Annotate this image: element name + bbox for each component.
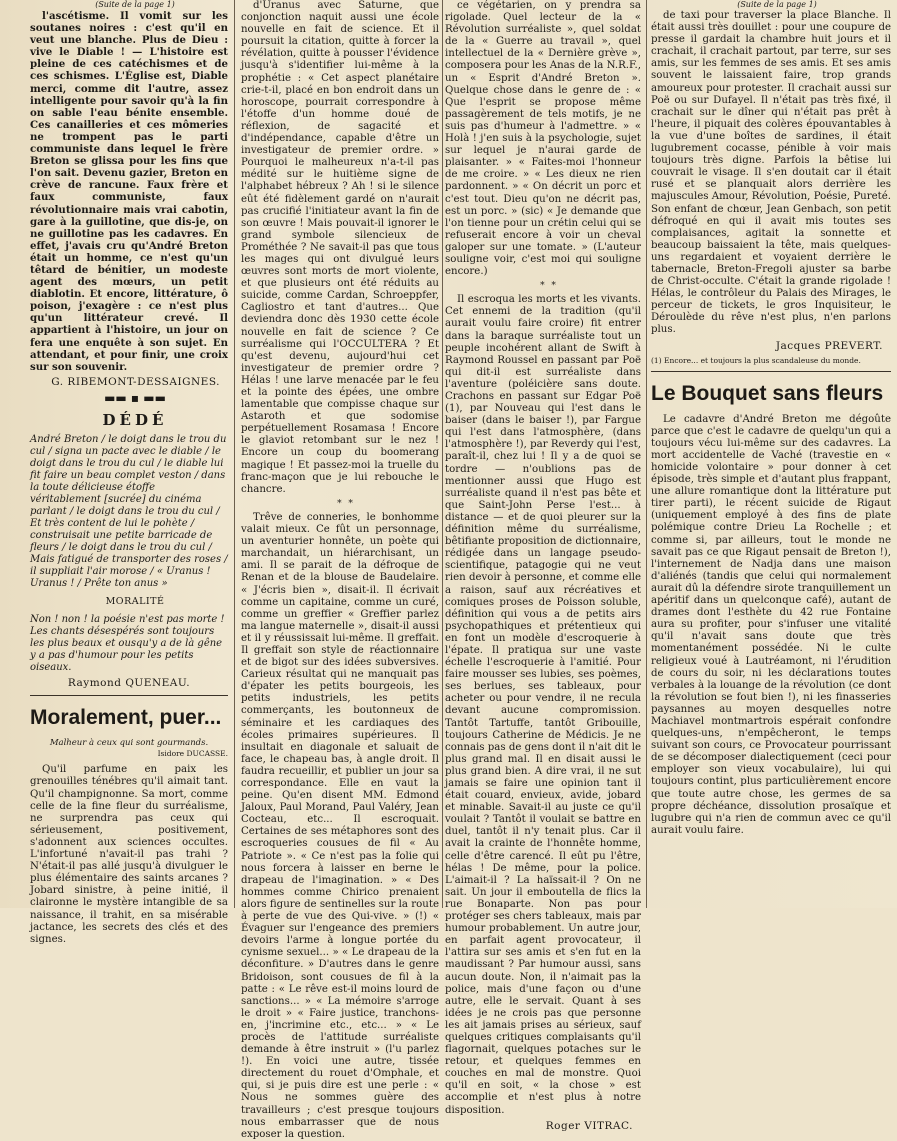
epigraph: Malheur à ceux qui sont gourmands.: [49, 738, 209, 749]
column-rule: [646, 0, 647, 908]
asterism: * *: [540, 281, 558, 292]
poem-text: André Breton / le doigt dans le trou du cul / signa un pacte avec le diable / le doigt dans le trou du cul / le diable lui fit faire un beau complet veston / dans la toute délicieuse étoffe véritablement [sucrée] du cinéma parlant / le doigt dans le trou du cul / Et très content de lui le pohète / construisait une petite barricade de fleurs / le doigt dans le trou du cul / Mais fatigué de transporter des roses / il suppliait l'air morose / « Uranus ! Uranus ! / Prête ton anus »: [30, 434, 228, 590]
continued-note: (Suite de la page 1): [95, 0, 175, 9]
epigraph-source: Isidore DUCASSE.: [157, 749, 228, 759]
column-4: [651, 0, 891, 908]
poem-title: DÉDÉ: [102, 411, 168, 429]
morality-text: Non ! non ! la poésie n'est pas morte ! Les chants désespérés sont toujours les plus beaux et ousqu'y a de là gêne y a pas d'humour pour les petits oiseaux.: [30, 614, 225, 674]
article-text: de taxi pour traverser la place Blanche. Il était aussi très douillet : pour une coupure de presse il gardait la chambre huit jours et il crachait, il crachait partout, par terre, sur ses amis, sur les femmes de ses amis. Et ses amis souvent le laissaient faire, trop grands amoureux pour protester. Il crachait aussi sur Poë ou sur Dufayel. Il n'était pas très fixé, il crachait sur le dîner qui n'était pas prêt à l'heure, il piquait des colères épouvantables à la vue d'une boîtes de sardines, il était lugubrement cocasse, pénible à voir mais toujours très digne. Parfois la bêtise lui couvrait le visage. Il s'en doutait car il était rusé et se planquait alors derrière les majuscules Amour, Révolution, Poésie, Pureté. Son enfant de chœur, Jean Genbach, son petit défroqué en qui il avait mis toutes ses complaisances, agitait la sonnette et beaucoup baissaient la tête, mais quelques-uns regardaient et voyaient derrière le tabernacle, Breton-Fregoli ajuster sa barbe de Christ-occulte. C'était la grande rigolade ! Hélas, le contrôleur du Palais des Mirages, le perceur de tickets, le gros Inquisiteur, le Déroulède du rêve n'est plus, n'en parlons plus.: [651, 10, 891, 336]
signature: G. RIBEMONT-DESSAIGNES.: [51, 375, 220, 388]
headline-bouquet: Le Bouquet sans fleurs: [651, 381, 884, 405]
poem-signature: Raymond QUENEAU.: [67, 677, 191, 690]
article-text: Il escroqua les morts et les vivants. Cet ennemi de la tradition (qu'il aurait voulu faire croire) fit entrer dans la baraque surréaliste tout un peuple incohérent allant de Swift à Raymond Roussel en passant par Poë qui dit-il est surréaliste dans l'aventure (poléicière sans doute. Crachons en passant sur Edgar Poë (1), par Nouveau qui l'est dans le baiser (dans le baiser !), par Fargue qui l'est dans l'atmosphère, (dans l'atmosphère !), par Reverdy qui l'est, paraît-il, chez lui ! Il y a de quoi se tordre — n'oublions pas de mentionner aussi que Hugo est surréaliste quand il n'est pas bête et que Saint-John Perse l'est... à distance — et de quoi pleurer sur la définition même du surréalisme, bêtifiante proposition de dictionnaire, rédigée dans un langage pseudo-scientifique, patagogie qui ne veut rien devoir à personne, et comme elle a raison, sauf aux récréatives et comiques proses de Poisson soluble, définition qui vous a de petits airs psychopathiques et prétentieux qui en font un modèle d'escroquerie à l'épate. Il pratiqua sur une vaste échelle l'escroquerie à l'amitié. Pour faire mousser ses lubies, ses poèmes, ses berlues, ses tableaux, pour acheter ou pour vendre, il ne recula devant aucune compromission. Tantôt Tartuffe, tantôt Gribouille, toujours Catherine de Médicis. Je ne connais pas de gens dont il n'ait dit le plus grand mal. Il en disait aussi le plus grand bien. A dire vrai, il ne sut jamais se faire une opinion tant il était couard, envieux, avide, jobard et minable. Savait-il au juste ce qu'il voulait ? Tantôt il voulait se battre en duel, tantôt il n'y tenait plus. Car il avait la crainte de l'honnête homme, celle d'être carencé. Il eût pu l'être, hélas ! De même, pour la police. L'aimait-il ? La haïssait-il ? On ne sait. Un jour il emboutella de flics la rue Bonaparte. Non pas pour protéger ses chers tableaux, mais par humour probablement. Un autre jour, en parfait agent provocateur, il l'attira sur ses amis et s'en fut en la maudissant ? Par humour aussi, sans aucun doute. Non, il n'aimait pas la police, mais d'une façon ou d'une autre, elle le servait. Quant à ses idées je ne crois pas que personne les ait jamais prises au sérieux, sauf quelques critiques complaisants qu'il flagornait, quelques potaches sur le retour, et quelques femmes en couches en mal de monstre. Quoi qu'il en soit, « la chose » est accomplie et n'est plus à notre disposition.: [445, 294, 641, 1116]
asterism: * *: [337, 498, 355, 509]
column-rule: [234, 0, 235, 908]
continued-note: (Suite de la page 1): [737, 0, 817, 9]
article-text: ce végétarien, on y prendra sa rigolade. Quel lecteur de la « Révolution surréaliste », quel soldat de la « Guerre au travail », quel intellectuel de la « Dernière grève », composera pour les Anas de la N.R.F., un « Esprit d'André Breton ». Quelque chose dans le genre de : « Que l'esprit se propose même passagèrement de tels motifs, je ne suis pas d'humeur à l'admettre. » « Holà ! j'en suis à la psychologie, sujet sur lequel je n'aurai garde de plaisanter. » « Faites-moi l'honneur de me croire. » « Les dieux ne rien pardonnent. » « On décrit un porc et c'est tout. Dieu qu'on ne décrit pas, est un porc. » (sic) « Je demande que l'on tienne pour un crétin celui qui se refuserait encore à voir un cheval galoper sur une tomate. » (L'auteur souligne voir, c'est moi qui souligne encore.): [445, 0, 641, 278]
divider: [651, 371, 891, 372]
separator: ▬▬ ▪ ▬▬: [104, 390, 166, 405]
article-text: Trêve de conneries, le bonhomme valait mieux. Ce fût un personnage, un aventurier honnête, un poète qui marchandait, un hiérarchisant, un ami. Il se parait de la défroque de Renan et de la blouse de Baudelaire. « J'écris bien », disait-il. Il écrivait comme un capitaine, comme un curé, comme un greffier « Greffier parlez ma langue maternelle », disait-il aussi et il y réussissait lui-même. Il greffait. Il greffait son style de réactionnaire et de bigot sur des idées subversives. Carieux résultat qui ne manquait pas d'épater les petits bourgeois, les petits industriels, les petits commerçants, les boutonneux de séminaire et les cardiaques des écoles primaires supérieures. Il insultait en diagonale et saluait de face, le chapeau bas, à angle droit. Il faudra recueillir, et publier un jour sa correspondance. Elle en vaut la peine. Qu'en disent MM. Edmond Jaloux, Paul Morand, Paul Valéry, Jean Cocteau, etc... Il escroquait. Certaines de ses métaphores sont des escroqueries cousues de fil « Au Patriote ». « Ce n'est pas la folie qui nous forcera à laisser en berne le drapeau de l'imagination. » « Des hommes comme Chirico prenaient alors figure de sentinelles sur la route à perte de vue des Qui-vive. » (!) « Évaguer sur l'engeance des premiers devoirs l'arme à longue portée du cynisme sexuel... » « Le drapeau de la déconfiture. » D'autres dans le genre Bridoison, sont cousues de fil à la patte : « Le rêve est-il moins lourd de sanctions... » « La mémoire s'arroge le droit » « Faire justice, tranchons-en, j'incrimine etc., etc... » « Le procès de l'attitude surréaliste demande à être instruit » (l'u parlez !). En voici une autre, tissée directement du rouet d'Omphale, et qui, si je puis dire est une perle : « Nous ne sommes guère des travailleurs ; c'est presque toujours nous embarrasser que de nous exposer la question.: [241, 511, 439, 1140]
signature: Jacques PREVERT.: [775, 339, 883, 352]
article-text: l'ascétisme. Il vomit sur les soutanes noires : c'est qu'il en veut une blanche. Plus de Dieu : vive le Diable ! — L'histoire est pleine de ces catéchismes et de ces schismes. L'Église est, Diable merci, comme dit l'autre, assez intelligente pour savoir qu'à la fin on sable l'eau bénite ensemble. Ces canailleries et ces mômeries ne trompent pas le parti communiste dans lequel le frère Breton se glissa pour les fins que l'on sait. Devenu gazier, Breton en crève de rancune. Faux frère et faux communiste, faux révolutionnaire mais vrai cabotin, gare à la guillotine, que dis-je, on ne guillotine pas les cadavres. En effet, j'avais cru qu'André Breton était un homme, ce n'est qu'un têtard de bénitier, un modeste agent des mœurs, un petit diablotin. Et encore, littérature, ô poison, j'exagère : ce n'est plus qu'un littérateur crevé. Il appartient à l'histoire, un jour on fera une enquête à son sujet. En attendant, et pour finir, une croix sur son souvenir.: [30, 10, 228, 373]
divider: [30, 695, 228, 696]
headline-moralement: Moralement, puer...: [30, 706, 222, 730]
article-text: Qu'il parfume en paix les grenouilles ténébres qu'il aimait tant. Qu'il champignonne. Sa mort, comme celle de la fine fleur du surréalisme, ne surprendra pas ceux qui sérieusement, positivement, s'adonnent aux sciences occultes. L'infortuné n'avait-il pas trahi ? N'était-il pas allé jusqu'à divulguer le plus élémentaire des saints arcanes ? Jobard sinistre, à peine initié, il claironne le mystère intangible de sa naissance, il trahit, en sa misérable jactance, les secrets des clés et des signes.: [30, 764, 228, 945]
column-2: [241, 0, 439, 1140]
column-rule: [442, 0, 443, 908]
morality-label: MORALITÉ: [105, 596, 165, 608]
footnote: (1) Encore... et toujours la plus scandaleuse du monde.: [651, 355, 861, 365]
article-text: d'Uranus avec Saturne, que conjonction naquit aussi une école nouvelle en fait de science. Et il poursuit la citation, quitte à forcer la révélation, quitte à pousser l'évidence jusqu'à s'identifier lui-même à la prophétie : « Cet aspect planétaire crie-t-il, placé en bon endroit dans un horoscope, pourrait correspondre à l'étoffe d'un homme doué de réflexion, de sagacité et d'indépendance, capable d'être un investigateur de premier ordre. » Pourquoi le malheureux n'a-t-il pas médité sur le huitième signe de l'alphabet hébreux ? Ah ! si le silence eût été fidèlement gardé on n'aurait pas crucifié l'initiateur avant la fin de son œuvre ! Mais pouvait-il ignorer le grand symbole silencieux de Prométhée ? Ne savait-il pas que tous les mages qui ont divulgué leurs œuvres sont morts de mort violente, et que plusieurs ont été réduits au suicide, comme Cardan, Schroeppfer, Cagliostro et tant d'autres... Que deviendra donc dès 1930 cette école nouvelle en fait de science ? Ce surréalisme qui l'OCCULTERA ? Et qu'est devenu, aujourd'hui cet investigateur de premier ordre ? Hélas ! une larve menacée par le feu et la pointe des épées, une ombre lamentable que compisse chaque sur Astaroth et que sodomise perpétuellement Rosamasa ! Encore le glaviot retombant sur le nez ! Encore un coup du boomerang magique ! Et passez-moi la truelle du franc-maçon que je lui rebouche le chancre.: [241, 0, 439, 495]
column-3: [445, 0, 641, 1132]
article-text: Le cadavre d'André Breton me dégoûte parce que c'est le cadavre de quelqu'un qui a toujours vécu lui-même sur des cadavres. La mort accidentelle de Vaché (travestie en « homicide volontaire » pour donner à cet épisode, très simple et d'autant plus frappant, une allure romantique dont la littérature put tirer parti), le récent suicide de Rigaut (uniquement employé à des fins de plate polémique contre Drieu La Rochelle ; et comme si, par ailleurs, tout le monde ne savait pas ce que Rigaut pensait de Breton !), l'internement de Nadja dans une maison d'aliénés (tandis que celui qui normalement aurait dû la défendre sirote tranquillement un apéritif dans un quelconque café), autant de drames dont l'esthète du 42 rue Fontaine aura su profiter, pour s'infuser une vitalité qu'il n'avait sans doute que très momentanément possédée. Ni le culte religieux voué à Lautréamont, ni l'érudition de cours du soir, ni les déclarations toutes verbales à la louange de la révolution (ce dont la révolution se fout bien !), ni les finasseries paysannes au moyen desquelles notre Machiavel montmartrois espérait confondre quelques-uns, n'empêcheront, le temps suivant son cours, ce Provocateur pourrissant de se décomposer dialectiquement (ceci pour employer son vieux vocabulaire), lui qui toujours contint, plus particulièrement encore que toute autre chose, les germes de sa propre déchéance, dissolution prosaïque et lugubre qui n'a rien de commun avec ce qu'il aurait voulu faire.: [651, 413, 891, 836]
signature: Roger VITRAC.: [545, 1119, 633, 1132]
column-1: [30, 0, 228, 945]
